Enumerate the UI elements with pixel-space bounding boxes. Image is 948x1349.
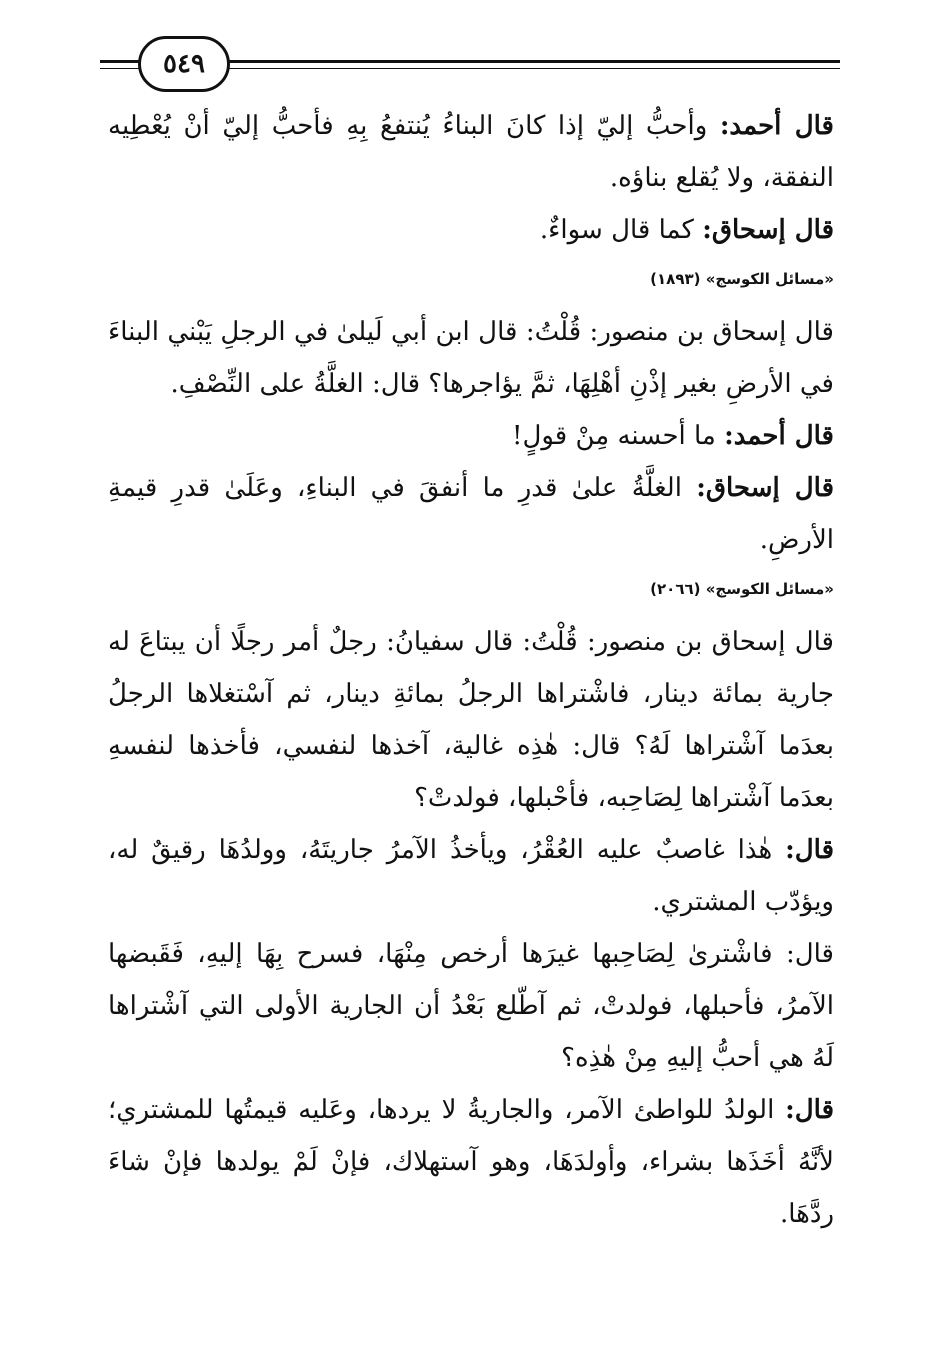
source-citation: «مسائل الكوسج» (٢٠٦٦) [650, 580, 834, 598]
speaker-label: قال إسحاق: [702, 215, 834, 245]
paragraph [108, 100, 834, 204]
paragraph [108, 204, 834, 256]
paragraph-text: ما أحسنه مِنْ قولٍ! [512, 421, 716, 451]
paragraph-text: كما قال سواءٌ. [539, 215, 694, 245]
paragraph [108, 928, 834, 1084]
page-header [100, 28, 840, 88]
paragraph [108, 616, 834, 824]
paragraph [108, 1084, 834, 1240]
paragraph-text: الغلَّةُ علىٰ قدرِ ما أنفقَ في البناءِ، وعَلَىٰ قدرِ قيمةِ الأرضِ. [108, 473, 834, 555]
page-number-badge [138, 36, 230, 92]
speaker-label: قال: [785, 835, 835, 865]
paragraph [108, 410, 834, 462]
paragraph-text: قال إسحاق بن منصور: قُلْتُ: قال ابن أبي لَيلىٰ في الرجلِ يَبْني البناءَ في الأرضِ بغير إذْنِ أهْلِهَا، ثمَّ يؤاجرها؟ قال: الغلَّةُ على النِّصْفِ. [108, 317, 834, 399]
paragraph-text: قال إسحاق بن منصور: قُلْتُ: قال سفيانُ: رجلٌ أمر رجلًا أن يبتاعَ له جارية بمائة دينار، فاشْتراها الرجلُ بمائةِ دينار، ثم آسْتغلاها الرجلُ بعدَما آشْتراها لَهُ؟ قال: هٰذِه غالية، آخذها لنفسي، فأخذها لنفسهِ بعدَما آشْتراها لِصَاحِبه، فأحْبلها، فولدتْ؟ [108, 627, 834, 813]
paragraph [108, 824, 834, 928]
speaker-label: قال: [785, 1095, 835, 1125]
paragraph [108, 306, 834, 410]
paragraph-text: الولدُ للواطئ الآمر، والجاريةُ لا يردها، وعَليه قيمتُها للمشتري؛ لأنَّهُ أخَذَها بشراء، وأولدَهَا، وهو آستهلاك، فإنْ لَمْ يولدها فإنْ شاءَ ردَّهَا. [108, 1095, 834, 1229]
speaker-label: قال أحمد: [724, 421, 834, 451]
paragraph-text: قال: فاشْترىٰ لِصَاحِبها غيرَها أرخص مِنْهَا، فسرح بِهَا إليهِ، فَقَبضها الآمرُ، فأحبلها، فولدتْ، ثم آطّلع بَعْدُ أن الجارية الأولى التي آشْتراها لَهُ هي أحبُّ إليهِ مِنْ هٰذِه؟ [108, 939, 834, 1073]
paragraph-text: وأحبُّ إليّ إذا كانَ البناءُ يُنتفعُ بِهِ فأحبُّ إليّ أنْ يُعْطِيه النفقة، ولا يُقلع بناؤه. [108, 111, 834, 193]
speaker-label: قال إسحاق: [696, 473, 835, 503]
source-citation: «مسائل الكوسج» (١٨٩٣) [650, 270, 834, 288]
page-number: ٥٤٩ [163, 49, 205, 79]
paragraph [108, 462, 834, 566]
page-body [108, 100, 834, 1240]
speaker-label: قال أحمد: [719, 111, 834, 141]
paragraph-text: هٰذا غاصبٌ عليه العُقْرُ، ويأخذُ الآمرُ جاريتَهُ، وولدُهَا رقيقٌ له، ويؤدّب المشتري. [108, 835, 834, 917]
